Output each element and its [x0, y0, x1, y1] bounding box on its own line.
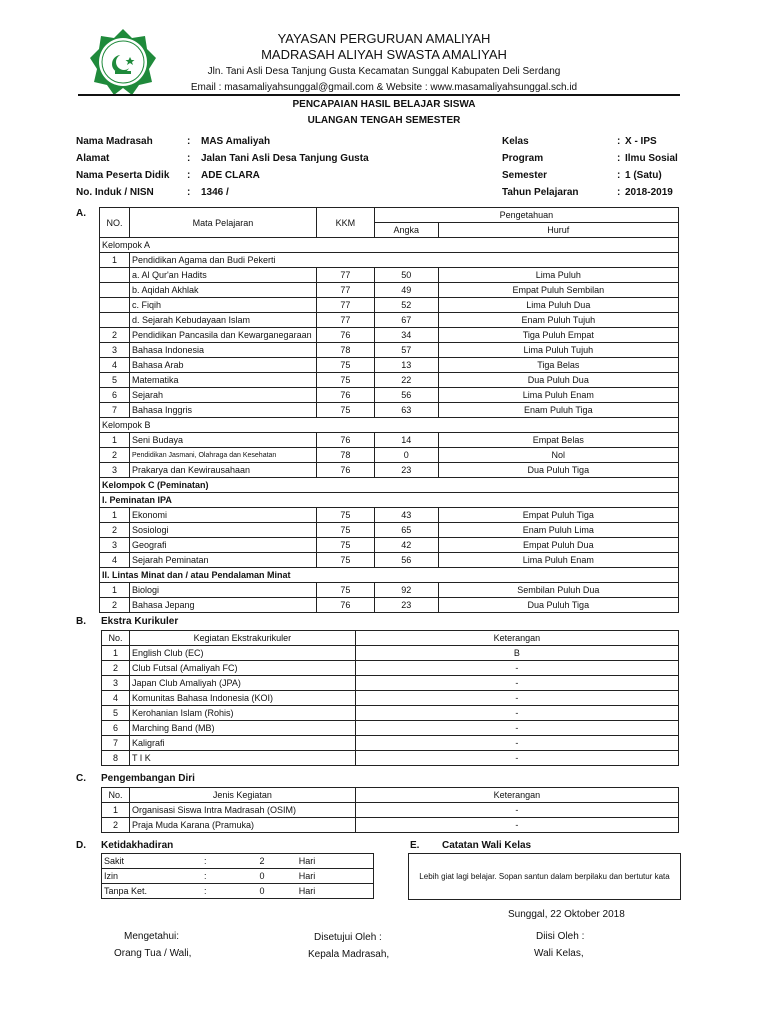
row-words: Lima Puluh Enam [438, 553, 678, 568]
attendance-unit: Hari [297, 869, 374, 884]
section-b-letter: B. [76, 616, 86, 627]
table-row [100, 433, 679, 448]
section-d-letter: D. [76, 840, 86, 851]
section-d-title: Ketidakhadiran [101, 840, 174, 851]
section-c-letter: C. [76, 773, 86, 784]
row-words: Dua Puluh Tiga [438, 463, 678, 478]
row-number: 49 [374, 283, 438, 298]
row-note: - [355, 706, 678, 721]
row-subject: Bahasa Indonesia [129, 343, 316, 358]
row-activity: Komunitas Bahasa Indonesia (KOI) [129, 691, 355, 706]
place-date: Sunggal, 22 Oktober 2018 [508, 909, 625, 920]
info-value: MAS Amaliyah [201, 136, 271, 147]
row-number: 92 [374, 583, 438, 598]
info-colon: : [187, 153, 191, 164]
row-subject: Pendidikan Agama dan Budi Pekerti [129, 253, 678, 268]
row-note: - [355, 736, 678, 751]
row-words: Lima Puluh Dua [438, 298, 678, 313]
info-value: 1346 / [201, 187, 229, 198]
row-no: 4 [102, 691, 130, 706]
table-row [100, 448, 679, 463]
table-row [100, 553, 679, 568]
row-note: - [355, 676, 678, 691]
grades-table [99, 207, 679, 613]
table-row [100, 598, 679, 613]
row-kkm: 75 [316, 403, 374, 418]
row-kkm: 77 [316, 313, 374, 328]
table-row [102, 706, 679, 721]
row-kkm: 75 [316, 373, 374, 388]
table-row [100, 583, 679, 598]
group-label: Kelompok B [100, 418, 679, 433]
col-header-number: Angka [374, 223, 438, 238]
row-no: 1 [100, 508, 130, 523]
group-label: Kelompok A [100, 238, 679, 253]
table-row [100, 388, 679, 403]
row-kkm: 77 [316, 298, 374, 313]
row-words: Enam Puluh Tujuh [438, 313, 678, 328]
info-colon: : [187, 187, 191, 198]
info-label: Nama Peserta Didik [76, 170, 170, 181]
col-header-activity: Kegiatan Ekstrakurikuler [129, 631, 355, 646]
table-row [100, 358, 679, 373]
section-e-title: Catatan Wali Kelas [442, 840, 532, 851]
row-kkm: 78 [316, 448, 374, 463]
row-subject: Bahasa Jepang [129, 598, 316, 613]
group-label: I. Peminatan IPA [100, 493, 679, 508]
info-colon: : [617, 136, 621, 147]
row-subject: Biologi [129, 583, 316, 598]
table-row [102, 869, 374, 884]
col-header-note: Keterangan [355, 631, 678, 646]
row-words: Empat Belas [438, 433, 678, 448]
row-no: 1 [102, 803, 130, 818]
row-activity: Club Futsal (Amaliyah FC) [129, 661, 355, 676]
table-row [100, 508, 679, 523]
row-number: 22 [374, 373, 438, 388]
col-header-letters: Huruf [438, 223, 678, 238]
col-header-no: NO. [100, 208, 130, 238]
info-colon: : [617, 187, 621, 198]
section-c-title: Pengembangan Diri [101, 773, 195, 784]
info-label: No. Induk / NISN [76, 187, 154, 198]
attendance-unit: Hari [297, 854, 374, 869]
row-subject: c. Fiqih [129, 298, 316, 313]
row-activity: Organisasi Siswa Intra Madrasah (OSIM) [129, 803, 355, 818]
row-note: - [355, 818, 678, 833]
table-row [100, 463, 679, 478]
school-address: Jln. Tani Asli Desa Tanjung Gusta Kecamatan Sunggal Kabupaten Deli Serdang [207, 66, 561, 77]
row-words: Lima Puluh [438, 268, 678, 283]
table-row [100, 268, 679, 283]
info-colon: : [187, 170, 191, 181]
row-number: 14 [374, 433, 438, 448]
row-no: 2 [100, 448, 130, 463]
parent-signature-label: Orang Tua / Wali, [114, 948, 192, 959]
row-number: 67 [374, 313, 438, 328]
section-b-title: Ekstra Kurikuler [101, 616, 179, 627]
row-words: Sembilan Puluh Dua [438, 583, 678, 598]
info-value: Ilmu Sosial [625, 153, 678, 164]
table-row [102, 676, 679, 691]
table-row [100, 403, 679, 418]
group-row [100, 568, 679, 583]
row-kkm: 76 [316, 463, 374, 478]
row-no: 2 [102, 818, 130, 833]
row-subject: a. Al Qur'an Hadits [129, 268, 316, 283]
foundation-name: YAYASAN PERGURUAN AMALIYAH [277, 31, 491, 46]
group-row [100, 418, 679, 433]
row-subject: Sejarah [129, 388, 316, 403]
info-colon: : [617, 170, 621, 181]
parent-label: Mengetahui: [124, 931, 180, 942]
table-row [100, 523, 679, 538]
table-row [102, 818, 679, 833]
row-number: 13 [374, 358, 438, 373]
group-label: Kelompok C (Peminatan) [100, 478, 679, 493]
info-value: 2018-2019 [625, 187, 673, 198]
row-kkm: 77 [316, 268, 374, 283]
row-subject: Matematika [129, 373, 316, 388]
table-row [102, 646, 679, 661]
attendance-count: 0 [227, 884, 297, 899]
report-title: PENCAPAIAN HASIL BELAJAR SISWA [292, 99, 476, 110]
row-number: 56 [374, 388, 438, 403]
table-row [100, 328, 679, 343]
row-words: Empat Puluh Sembilan [438, 283, 678, 298]
row-number: 65 [374, 523, 438, 538]
table-row [100, 253, 679, 268]
row-no: 2 [100, 598, 130, 613]
table-row [100, 373, 679, 388]
row-no: 7 [100, 403, 130, 418]
table-row [102, 751, 679, 766]
row-number: 42 [374, 538, 438, 553]
row-no: 2 [102, 661, 130, 676]
extracurricular-table [101, 630, 679, 766]
row-no: 1 [102, 646, 130, 661]
row-note: - [355, 691, 678, 706]
row-kkm: 75 [316, 523, 374, 538]
col-header-note: Keterangan [355, 788, 678, 803]
row-number: 57 [374, 343, 438, 358]
row-words: Nol [438, 448, 678, 463]
homeroom-note [408, 853, 681, 900]
info-value: 1 (Satu) [625, 170, 662, 181]
attendance-table [101, 853, 374, 899]
row-no: 4 [100, 358, 130, 373]
row-no: 7 [102, 736, 130, 751]
row-note: - [355, 751, 678, 766]
row-subject: Prakarya dan Kewirausahaan [129, 463, 316, 478]
row-note: B [355, 646, 678, 661]
table-row [102, 721, 679, 736]
attendance-label: Sakit [102, 854, 184, 869]
row-subject: Geografi [129, 538, 316, 553]
table-row [102, 854, 374, 869]
row-subject: Bahasa Inggris [129, 403, 316, 418]
row-words: Empat Puluh Tiga [438, 508, 678, 523]
group-row [100, 493, 679, 508]
row-subject: Sosiologi [129, 523, 316, 538]
section-e-letter: E. [410, 840, 420, 851]
row-subject: b. Aqidah Akhlak [129, 283, 316, 298]
table-row [102, 803, 679, 818]
col-header-knowledge: Pengetahuan [374, 208, 678, 223]
row-activity: Marching Band (MB) [129, 721, 355, 736]
principal-signature-label: Kepala Madrasah, [308, 949, 390, 960]
row-note: - [355, 803, 678, 818]
info-colon: : [187, 136, 191, 147]
row-kkm: 75 [316, 583, 374, 598]
table-row [100, 343, 679, 358]
info-label: Kelas [502, 136, 529, 147]
attendance-count: 2 [227, 854, 297, 869]
row-kkm: 75 [316, 553, 374, 568]
attendance-unit: Hari [297, 884, 374, 899]
row-words: Tiga Belas [438, 358, 678, 373]
col-header-kkm: KKM [316, 208, 374, 238]
row-no: 1 [100, 253, 130, 268]
report-subtitle: ULANGAN TENGAH SEMESTER [307, 115, 461, 126]
info-value: X - IPS [625, 136, 657, 147]
group-label: II. Lintas Minat dan / atau Pendalaman Minat [100, 568, 679, 583]
attendance-label: Izin [102, 869, 184, 884]
row-no: 4 [100, 553, 130, 568]
row-words: Lima Puluh Tujuh [438, 343, 678, 358]
row-kkm: 78 [316, 343, 374, 358]
row-subject: Pendidikan Jasmani, Olahraga dan Kesehatan [129, 448, 316, 463]
table-row [100, 313, 679, 328]
row-no: 2 [100, 523, 130, 538]
row-no: 2 [100, 328, 130, 343]
table-row [100, 283, 679, 298]
row-number: 50 [374, 268, 438, 283]
info-label: Tahun Pelajaran [502, 187, 579, 198]
row-no: 5 [102, 706, 130, 721]
self-development-table [101, 787, 679, 833]
row-no: 1 [100, 433, 130, 448]
group-row [100, 238, 679, 253]
row-words: Enam Puluh Tiga [438, 403, 678, 418]
row-activity: English Club (EC) [129, 646, 355, 661]
homeroom-signature-label: Wali Kelas, [534, 948, 584, 959]
row-no: 3 [102, 676, 130, 691]
row-number: 63 [374, 403, 438, 418]
row-activity: Praja Muda Karana (Pramuka) [129, 818, 355, 833]
filled-by-label: Diisi Oleh : [536, 931, 585, 942]
row-no: 3 [100, 463, 130, 478]
row-number: 34 [374, 328, 438, 343]
row-activity: T I K [129, 751, 355, 766]
row-no: 3 [100, 343, 130, 358]
row-number: 52 [374, 298, 438, 313]
col-header-subject: Mata Pelajaran [129, 208, 316, 238]
col-header-no: No. [102, 631, 130, 646]
homeroom-note-text: Lebih giat lagi belajar. Sopan santun dalam berpilaku dan bertutur kata [419, 872, 670, 881]
row-no: 5 [100, 373, 130, 388]
group-row [100, 478, 679, 493]
row-kkm: 75 [316, 508, 374, 523]
table-row [100, 538, 679, 553]
row-words: Tiga Puluh Empat [438, 328, 678, 343]
header-divider [78, 94, 680, 96]
row-subject: d. Sejarah Kebudayaan Islam [129, 313, 316, 328]
info-label: Semester [502, 170, 548, 181]
row-words: Empat Puluh Dua [438, 538, 678, 553]
row-words: Dua Puluh Tiga [438, 598, 678, 613]
info-value: Jalan Tani Asli Desa Tanjung Gusta [201, 153, 369, 164]
row-no: 6 [102, 721, 130, 736]
row-kkm: 75 [316, 538, 374, 553]
row-words: Lima Puluh Enam [438, 388, 678, 403]
approved-label: Disetujui Oleh : [314, 932, 382, 943]
table-row [100, 298, 679, 313]
attendance-colon: : [183, 884, 227, 899]
info-value: ADE CLARA [201, 170, 260, 181]
row-kkm: 76 [316, 598, 374, 613]
school-name: MADRASAH ALIYAH SWASTA AMALIYAH [261, 47, 507, 62]
row-subject: Bahasa Arab [129, 358, 316, 373]
row-number: 0 [374, 448, 438, 463]
attendance-colon: : [183, 869, 227, 884]
row-words: Enam Puluh Lima [438, 523, 678, 538]
row-kkm: 76 [316, 433, 374, 448]
table-row [102, 661, 679, 676]
row-kkm: 76 [316, 388, 374, 403]
section-a-letter: A. [76, 208, 86, 219]
row-no: 6 [100, 388, 130, 403]
row-kkm: 76 [316, 328, 374, 343]
info-colon: : [617, 153, 621, 164]
info-label: Nama Madrasah [76, 136, 153, 147]
row-no: 1 [100, 583, 130, 598]
row-words: Dua Puluh Dua [438, 373, 678, 388]
row-note: - [355, 721, 678, 736]
attendance-count: 0 [227, 869, 297, 884]
info-label: Alamat [76, 153, 110, 164]
row-number: 23 [374, 463, 438, 478]
row-note: - [355, 661, 678, 676]
info-label: Program [502, 153, 544, 164]
row-number: 23 [374, 598, 438, 613]
col-header-activity: Jenis Kegiatan [129, 788, 355, 803]
row-activity: Kaligrafi [129, 736, 355, 751]
row-subject: Pendidikan Pancasila dan Kewarganegaraan [129, 328, 316, 343]
table-row [102, 884, 374, 899]
row-activity: Kerohanian Islam (Rohis) [129, 706, 355, 721]
col-header-no: No. [102, 788, 130, 803]
row-kkm: 75 [316, 358, 374, 373]
table-row [102, 736, 679, 751]
row-number: 43 [374, 508, 438, 523]
row-no: 8 [102, 751, 130, 766]
table-row [102, 691, 679, 706]
row-subject: Sejarah Peminatan [129, 553, 316, 568]
attendance-label: Tanpa Ket. [102, 884, 184, 899]
row-subject: Seni Budaya [129, 433, 316, 448]
row-no: 3 [100, 538, 130, 553]
row-number: 56 [374, 553, 438, 568]
row-activity: Japan Club Amaliyah (JPA) [129, 676, 355, 691]
school-contact: Email : masamaliyahsunggal@gmail.com & Website : www.masamaliyahsunggal.sch.id [190, 82, 578, 93]
row-kkm: 77 [316, 283, 374, 298]
attendance-colon: : [183, 854, 227, 869]
row-subject: Ekonomi [129, 508, 316, 523]
